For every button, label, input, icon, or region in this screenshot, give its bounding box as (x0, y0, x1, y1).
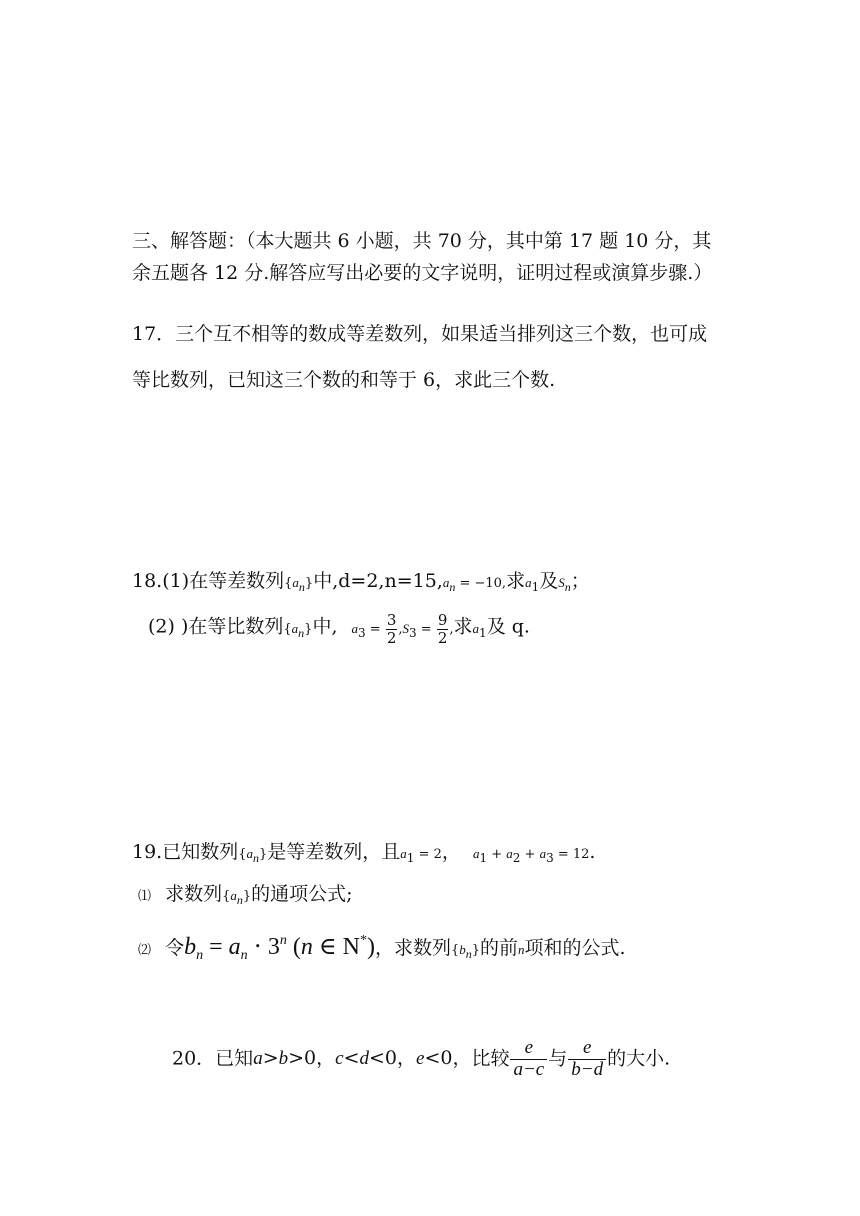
q19-l1-mid: 是等差数列，且 (267, 841, 401, 863)
q19-marker-2: ⑵ (138, 943, 152, 958)
q19-l3-text-b: ，求数列 (374, 937, 451, 959)
seq-an-notation: {an} (238, 846, 268, 865)
fraction-9-over-2: $\frac{9}{2}$ (437, 611, 448, 647)
seq-an-notation: {an} (222, 888, 252, 907)
q19-l2-text-b: 的通项公式; (251, 883, 353, 905)
question-19-line-3 (138, 934, 626, 963)
q18-p2-ask: 求 (453, 615, 473, 638)
section-header-line-1: 三、解答题：（本大题共 6 小题，共 70 分，其中第 17 题 10 分，其 (132, 230, 712, 252)
formula-bn-definition: $b_n = a_n \cdot 3^n$ (n ∈ N*) (184, 933, 375, 963)
q18-p2-mid: 中, (312, 615, 338, 638)
fraction-e-over-b-minus-d: $\frac{e}{b-d}$ (568, 1038, 606, 1081)
q18-p1-and: 及 (539, 570, 559, 592)
q19-l3-text-a: 令 (165, 937, 185, 959)
question-18-part-2 (148, 612, 530, 646)
q20-end: 的大小. (607, 1047, 671, 1070)
variable-n: n (518, 942, 525, 957)
formula-a1: a1 (472, 620, 487, 640)
formula-Sn: Sn (558, 575, 571, 594)
question-19-line-1 (132, 843, 595, 864)
formula-inequalities: a>b>0，c<d<0，e<0， (253, 1047, 472, 1070)
question-20 (172, 1038, 670, 1081)
q20-with: 与 (548, 1047, 568, 1070)
question-17-line-2: 等比数列，已知这三个数的和等于 6，求此三个数. (132, 369, 556, 391)
q20-cmp: 比较 (471, 1047, 510, 1070)
formula-an-equals-minus10: an = −10, (442, 575, 507, 594)
q19-l2-text-a: 求数列 (165, 883, 223, 905)
q19-l3-text-c: 的前 (480, 937, 519, 959)
q18-p1-mid: 中,d=2,n=15, (313, 570, 443, 592)
q18-p1-prefix: 18.(1)在等差数列 (132, 570, 285, 592)
q18-p1-end: ； (570, 570, 590, 592)
formula-a3-S3: a3 = $\frac{3}{2}$ ,S3 = $\frac{9}{2}$ , (351, 611, 454, 647)
q18-p1-ask: 求 (506, 570, 526, 592)
fraction-e-over-a-minus-c: $\frac{e}{a-c}$ (510, 1038, 547, 1081)
formula-a1: a1 (525, 575, 540, 594)
q20-prefix: 20．已知 (172, 1047, 254, 1070)
seq-an-notation: {an} (283, 620, 313, 640)
formula-a1-equals-2: a1 = 2 (400, 846, 442, 865)
question-19-line-2 (138, 885, 353, 906)
q19-l3-text-d: 项和的公式. (524, 937, 626, 959)
q19-l1-prefix: 19.已知数列 (132, 841, 239, 863)
question-17-line-1: 17．三个互不相等的数成等差数列，如果适当排列这三个数，也可成 (132, 323, 708, 345)
q19-l1-sep: ， (441, 841, 461, 863)
q19-l1-end: . (589, 841, 596, 863)
seq-an-notation: {an} (284, 575, 314, 594)
section-header-line-2: 余五题各 12 分.解答应写出必要的文字说明，证明过程或演算步骤.） (132, 262, 713, 284)
q18-p2-prefix: (2) )在等比数列 (148, 615, 284, 638)
fraction-3-over-2: $\frac{3}{2}$ (386, 611, 397, 647)
q19-marker-1: ⑴ (138, 889, 152, 904)
question-18-part-1 (132, 572, 590, 593)
formula-sum-equals-12: a1 + a2 + a3 = 12 (472, 846, 590, 865)
q18-p2-and: 及 q. (486, 615, 530, 638)
seq-bn-notation: {bn} (450, 942, 481, 961)
